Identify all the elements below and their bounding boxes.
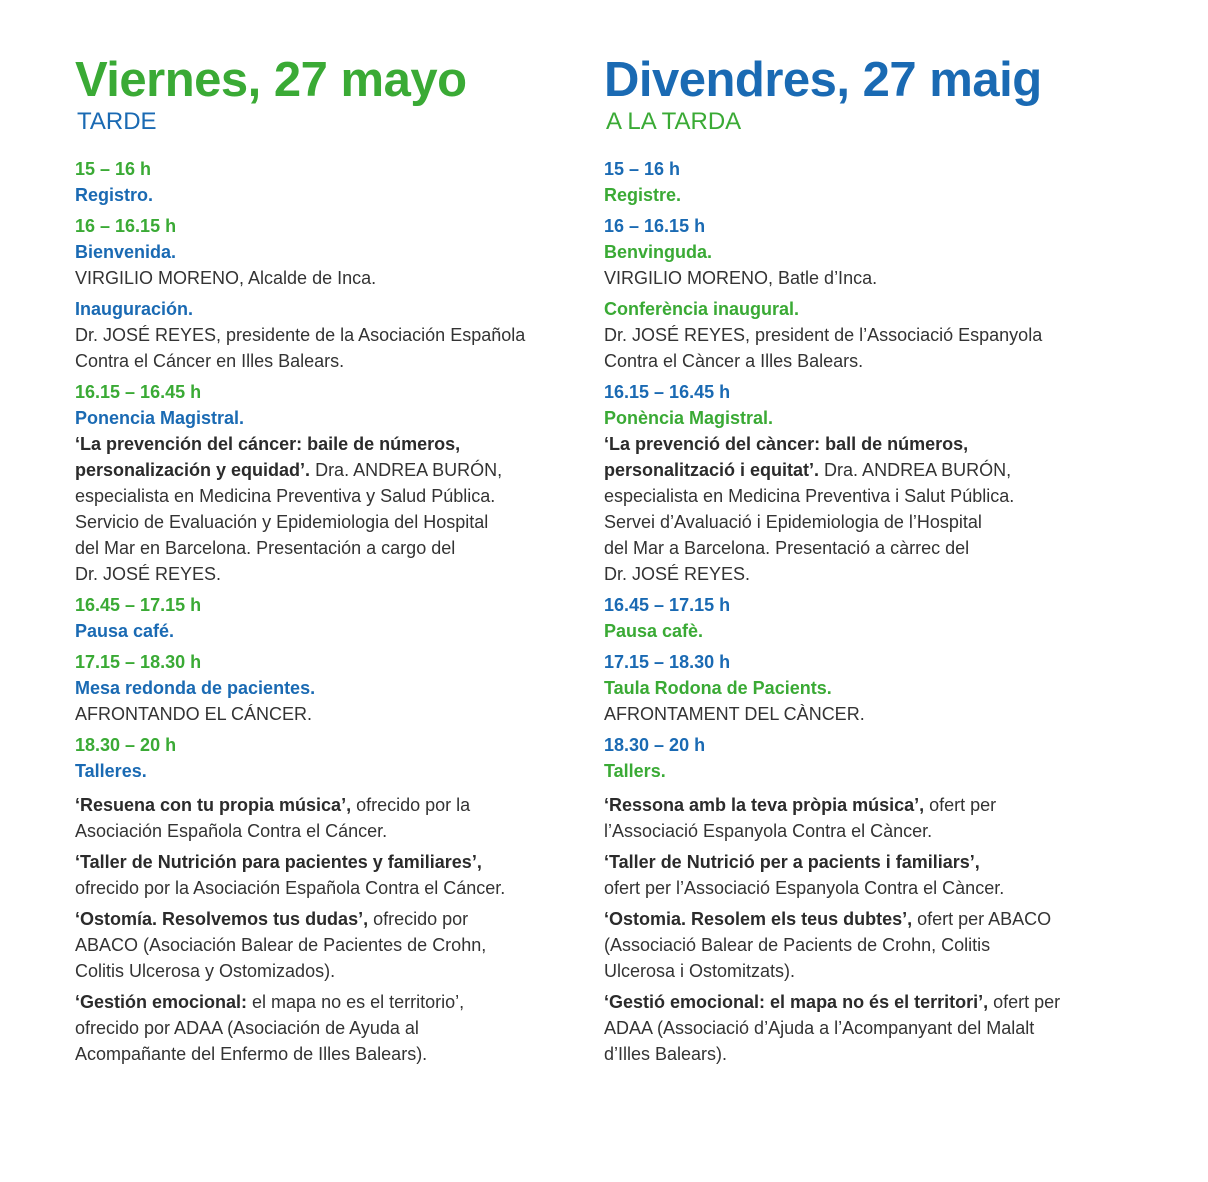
es-workshop-1-title: ‘Resuena con tu propia música’,: [75, 795, 352, 815]
es-ponencia-speaker: Dra. ANDREA BURÓN,: [310, 460, 503, 480]
es-ponencia: Ponencia Magistral.: [75, 408, 245, 428]
es-ponencia-bold-2: personalización y equidad’.: [75, 460, 311, 480]
es-time-3: 16.15 – 16.45 h: [75, 382, 202, 402]
ca-time-6: 18.30 – 20 h: [604, 735, 706, 755]
ca-workshop-2-line-1: [604, 849, 1124, 875]
es-workshop-1-rest: ofrecido por la: [351, 795, 471, 815]
catalan-column: [604, 52, 1124, 1067]
ca-subtitle: A LA TARDA: [606, 108, 742, 135]
es-subtitle: TARDE: [77, 108, 157, 135]
ca-workshop-1-title: ‘Ressona amb la teva pròpia música’,: [604, 795, 925, 815]
ca-workshop-4-line-3: d’Illes Balears).: [604, 1044, 728, 1064]
es-mesa: Mesa redonda de pacientes.: [75, 678, 316, 698]
es-title: Viernes, 27 mayo: [75, 53, 467, 107]
es-workshop-2-line-1: [75, 849, 585, 875]
es-workshop-4-line-3: Acompañante del Enfermo de Illes Balears).: [75, 1044, 428, 1064]
es-ponencia-bold-1: ‘La prevención del cáncer: baile de números,: [75, 434, 461, 454]
es-bienvenida-text: VIRGILIO MORENO, Alcalde de Inca.: [75, 268, 377, 288]
ca-time-5: 17.15 – 18.30 h: [604, 652, 731, 672]
ca-taula-text: AFRONTAMENT DEL CÀNCER.: [604, 704, 865, 724]
ca-ponencia-line-5: del Mar a Barcelona. Presentació a càrrec del: [604, 538, 970, 558]
ca-workshop-2-line-2: ofert per l’Associació Espanyola Contra el Càncer.: [604, 878, 1005, 898]
ca-time-1: 15 – 16 h: [604, 159, 681, 179]
ca-time-3: 16.15 – 16.45 h: [604, 382, 731, 402]
es-time-2: 16 – 16.15 h: [75, 216, 177, 236]
es-workshop-4-line-2: ofrecido por ADAA (Asociación de Ayuda al: [75, 1018, 419, 1038]
es-workshop-2-title: ‘Taller de Nutrición para pacientes y familiares’,: [75, 852, 482, 872]
es-talleres: Talleres.: [75, 761, 147, 781]
ca-conferencia-line-2: Contra el Càncer a Illes Balears.: [604, 351, 864, 371]
es-workshop-1-line-2: Asociación Española Contra el Cáncer.: [75, 821, 388, 841]
ca-workshop-3-rest: ofert per ABACO: [912, 909, 1052, 929]
ca-ponencia-line-2: [604, 457, 1124, 483]
ca-workshop-1-line-1: [604, 792, 1124, 818]
ca-workshop-4-line-2: ADAA (Associació d’Ajuda a l’Acompanyant del Malalt: [604, 1018, 1035, 1038]
es-workshop-4-title: ‘Gestión emocional:: [75, 992, 248, 1012]
ca-ponencia-speaker: Dra. ANDREA BURÓN,: [819, 460, 1012, 480]
ca-pausa: Pausa cafè.: [604, 621, 704, 641]
es-ponencia-line-2: [75, 457, 585, 483]
es-registro: Registro.: [75, 185, 154, 205]
ca-benvinguda: Benvinguda.: [604, 242, 713, 262]
es-ponencia-line-3: especialista en Medicina Preventiva y Salud Pública.: [75, 486, 496, 506]
ca-taula: Taula Rodona de Pacients.: [604, 678, 832, 698]
ca-workshop-1-line-2: l’Associació Espanyola Contra el Càncer.: [604, 821, 933, 841]
es-ponencia-line-1: [75, 431, 585, 457]
ca-time-2: 16 – 16.15 h: [604, 216, 706, 236]
ca-ponencia-line-3: especialista en Medicina Preventiva i Salut Pública.: [604, 486, 1015, 506]
es-time-6: 18.30 – 20 h: [75, 735, 177, 755]
ca-workshop-4-title: ‘Gestió emocional: el mapa no és el territori’,: [604, 992, 989, 1012]
es-ponencia-line-6: Dr. JOSÉ REYES.: [75, 564, 222, 584]
ca-ponencia-bold-1: ‘La prevenció del càncer: ball de números,: [604, 434, 969, 454]
ca-benvinguda-text: VIRGILIO MORENO, Batle d’Inca.: [604, 268, 878, 288]
ca-conferencia: Conferència inaugural.: [604, 299, 800, 319]
ca-workshop-3-line-2: (Associació Balear de Pacients de Crohn, Colitis: [604, 935, 991, 955]
es-workshop-1-line-1: [75, 792, 585, 818]
es-time-4: 16.45 – 17.15 h: [75, 595, 202, 615]
es-workshop-3-line-3: Colitis Ulcerosa y Ostomizados).: [75, 961, 336, 981]
ca-conferencia-line-1: Dr. JOSÉ REYES, president de l’Associació Espanyola: [604, 325, 1043, 345]
ca-ponencia-line-4: Servei d’Avaluació i Epidemiologia de l’Hospital: [604, 512, 982, 532]
ca-workshop-4-rest: ofert per: [988, 992, 1061, 1012]
es-workshop-4-line-1: [75, 989, 585, 1015]
ca-ponencia-line-1: [604, 431, 1124, 457]
es-ponencia-line-5: del Mar en Barcelona. Presentación a cargo del: [75, 538, 456, 558]
ca-workshop-1-rest: ofert per: [924, 795, 997, 815]
es-ponencia-line-4: Servicio de Evaluación y Epidemiologia del Hospital: [75, 512, 489, 532]
ca-title: Divendres, 27 maig: [604, 53, 1042, 107]
ca-workshop-3-line-1: [604, 906, 1124, 932]
es-workshop-3-title: ‘Ostomía. Resolvemos tus dudas’,: [75, 909, 369, 929]
es-time-5: 17.15 – 18.30 h: [75, 652, 202, 672]
ca-workshop-3-title: ‘Ostomia. Resolem els teus dubtes’,: [604, 909, 913, 929]
es-inauguracion-line-2: Contra el Cáncer en Illes Balears.: [75, 351, 345, 371]
ca-workshop-2-title: ‘Taller de Nutrició per a pacients i familiars’,: [604, 852, 980, 872]
ca-tallers: Tallers.: [604, 761, 666, 781]
ca-registre: Registre.: [604, 185, 682, 205]
es-workshop-3-line-2: ABACO (Asociación Balear de Pacientes de Crohn,: [75, 935, 487, 955]
ca-ponencia-bold-2: personalització i equitat’.: [604, 460, 820, 480]
es-bienvenida: Bienvenida.: [75, 242, 177, 262]
es-time-1: 15 – 16 h: [75, 159, 152, 179]
es-workshop-4-rest: el mapa no es el territorio’,: [247, 992, 465, 1012]
es-workshop-3-line-1: [75, 906, 585, 932]
es-inauguracion-line-1: Dr. JOSÉ REYES, presidente de la Asociación Española: [75, 325, 526, 345]
es-inauguracion: Inauguración.: [75, 299, 194, 319]
ca-time-4: 16.45 – 17.15 h: [604, 595, 731, 615]
es-workshop-2-line-2: ofrecido por la Asociación Española Contra el Cáncer.: [75, 878, 506, 898]
ca-ponencia: Ponència Magistral.: [604, 408, 774, 428]
ca-ponencia-line-6: Dr. JOSÉ REYES.: [604, 564, 751, 584]
ca-workshop-4-line-1: [604, 989, 1124, 1015]
es-pausa: Pausa café.: [75, 621, 175, 641]
spanish-column: [75, 52, 585, 1067]
es-mesa-text: AFRONTANDO EL CÁNCER.: [75, 704, 313, 724]
es-workshop-3-rest: ofrecido por: [368, 909, 469, 929]
ca-workshop-3-line-3: Ulcerosa i Ostomitzats).: [604, 961, 796, 981]
